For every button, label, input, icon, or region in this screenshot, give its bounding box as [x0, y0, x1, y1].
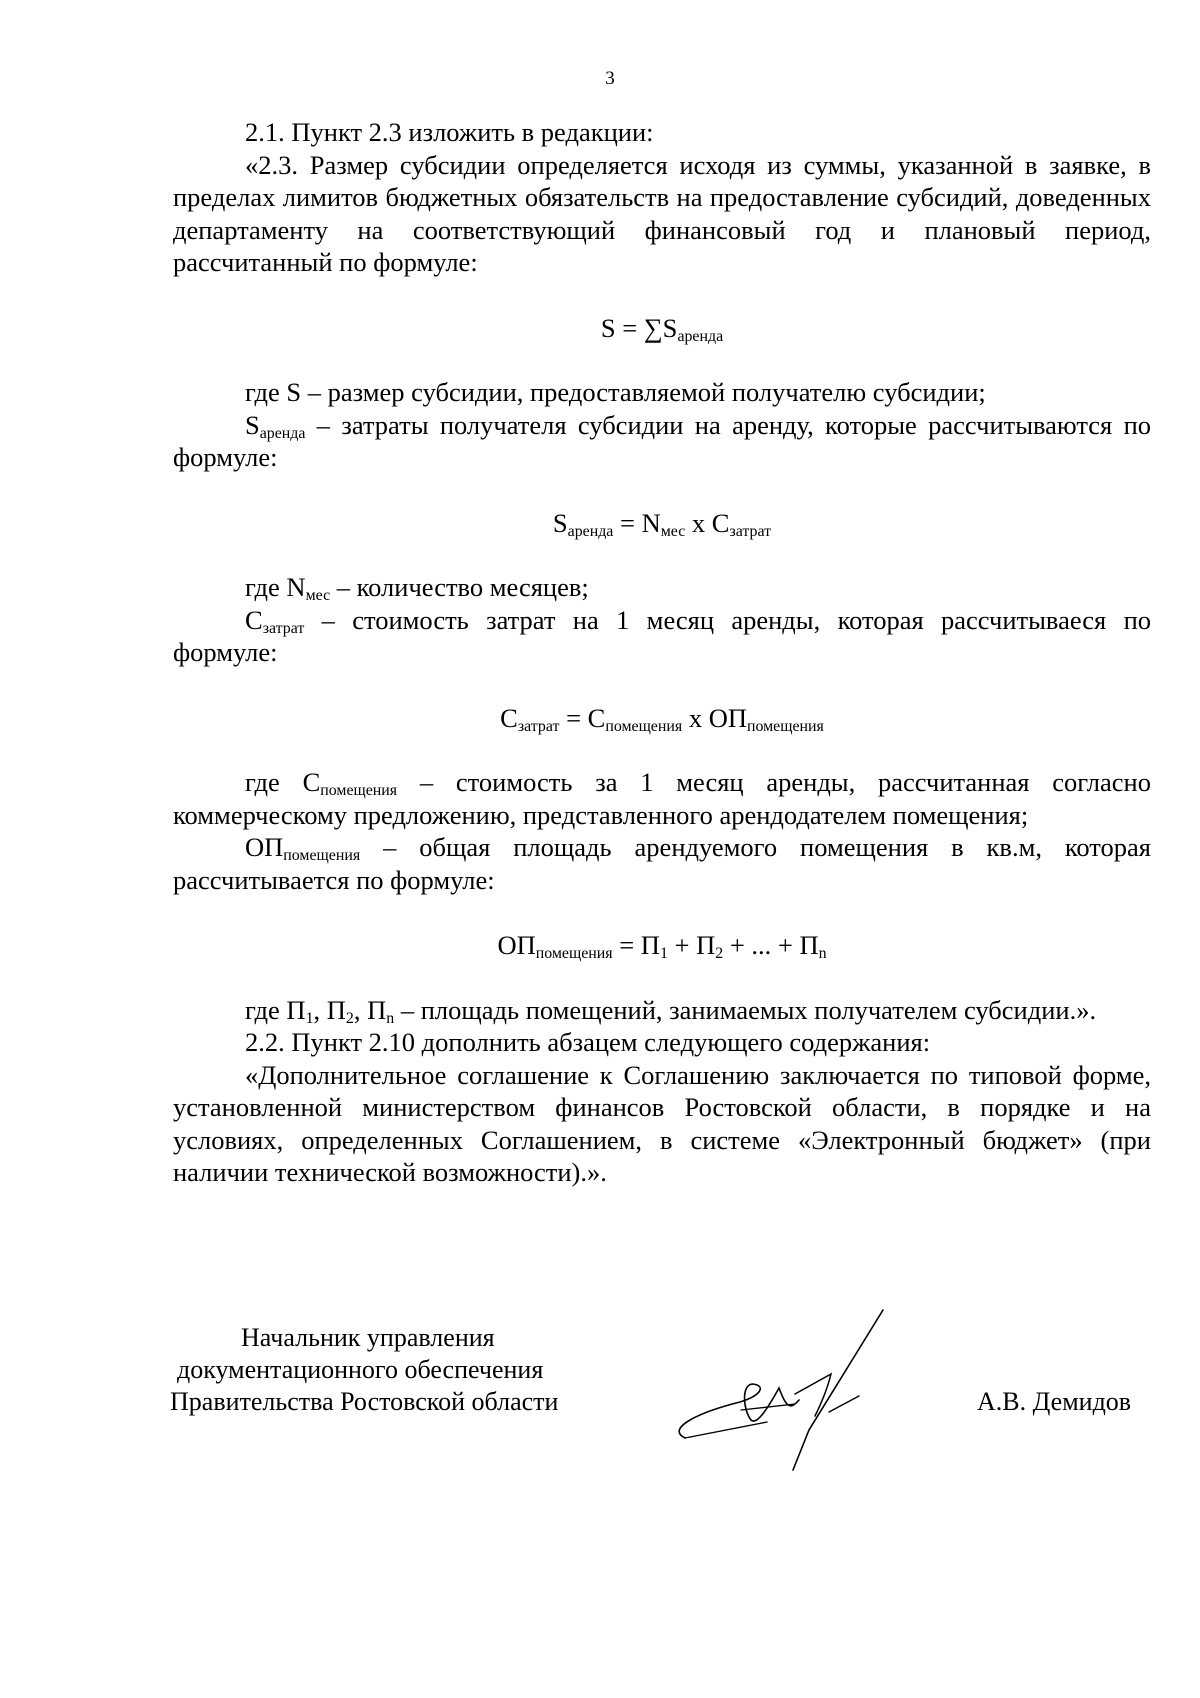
f2-b: = N — [613, 507, 661, 538]
f4-b-sub: 1 — [659, 944, 668, 962]
def-c-zatrat — [173, 604, 1151, 669]
def-op-symbol: ОП — [245, 832, 284, 862]
f3-c: x ОП — [682, 702, 747, 733]
def-p-a: где П — [245, 994, 306, 1025]
def-op-sub: помещения — [283, 846, 361, 864]
formula-c-zatrat — [173, 702, 1151, 735]
f3-b-sub: помещения — [605, 717, 683, 735]
def-p-c: , П — [353, 994, 387, 1025]
def-c-zatrat-symbol: C — [245, 604, 263, 635]
def-n-mes-sub: мес — [305, 586, 331, 604]
f2-a: S — [552, 507, 568, 538]
f3-c-sub: помещения — [746, 717, 824, 735]
def-p-text: – площадь помещений, занимаемых получателем субсидии.». — [394, 994, 1097, 1025]
def-p-s3: n — [386, 1009, 395, 1027]
def-c-zatrat-sub: затрат — [262, 619, 305, 637]
def-n-mes-text: – количество месяцев; — [330, 572, 589, 602]
para-2-1: 2.1. Пункт 2.3 изложить в редакции: — [245, 117, 654, 147]
def-op-pomeshcheniya — [173, 831, 1151, 896]
def-s-arenda — [173, 409, 1151, 474]
formula-op — [173, 929, 1151, 962]
f3-a-sub: затрат — [517, 717, 560, 735]
def-n-mes — [173, 571, 1151, 604]
para-2-10-addition: «Дополнительное соглашение к Соглашению заключается по типовой форме, установленной министерством финансов Ростовской области, в порядке и на условиях, определенных Соглашением, в системе «Электронный бюджет» (при наличии технической возможности).». — [173, 1059, 1151, 1187]
def-n-mes-symbol: где N — [245, 572, 306, 602]
f2-a-sub: аренда — [567, 522, 614, 540]
def-s-arenda-sub: аренда — [259, 424, 306, 442]
f2-c-sub: затрат — [729, 522, 772, 540]
def-s: где S – размер субсидии, предоставляемой получателю субсидии; — [245, 377, 986, 407]
para-2-2: 2.2. Пункт 2.10 дополнить абзацем следующего содержания: — [245, 1027, 931, 1057]
def-p-b: , П — [313, 994, 346, 1025]
formula-s-arenda — [173, 507, 1151, 540]
f3-b: = C — [559, 702, 606, 733]
f4-a-sub: помещения — [535, 944, 613, 962]
document-body — [173, 116, 1151, 1189]
formula-s-main: S = ∑S — [600, 312, 678, 343]
signer-title-line2: документационного обеспечения — [177, 1355, 544, 1384]
f4-b: = П — [612, 930, 660, 960]
def-p-s2: 2 — [345, 1009, 354, 1027]
def-c-pomeshcheniya — [173, 766, 1151, 831]
def-s-arenda-symbol: S — [245, 409, 260, 440]
signature-title-block — [170, 1322, 558, 1418]
def-p — [173, 994, 1151, 1027]
signer-title-line3: Правительства Ростовской области — [170, 1387, 559, 1416]
f4-c-sub: 2 — [715, 944, 724, 962]
page-number: 3 — [605, 68, 615, 89]
handwritten-signature — [645, 1300, 925, 1480]
f4-d: + ... + П — [723, 930, 819, 960]
f4-d-sub: n — [818, 944, 827, 962]
f2-b-sub: мес — [660, 522, 686, 540]
def-c-zatrat-text: – стоимость затрат на 1 месяц аренды, которая рассчитываеся по формуле: — [173, 604, 1151, 667]
para-2-3-intro: «2.3. Размер субсидии определяется исходя из суммы, указанной в заявке, в пределах лимитов бюджетных обязательств на предоставление субсидий, доведенных департаменту на соответствующий финансовый год и плановый период, рассчитанный по формуле: — [173, 149, 1151, 277]
signer-title-line1: Начальник управления — [241, 1323, 495, 1352]
formula-s-sub: аренда — [677, 327, 724, 345]
formula-s — [173, 312, 1151, 345]
def-c-pom-text: – стоимость за 1 месяц аренды, рассчитанная согласно коммерческому предложению, представленного арендодателем помещения; — [173, 767, 1151, 830]
def-op-text: – общая площадь арендуемого помещения в кв.м, которая рассчитывается по формуле: — [173, 832, 1151, 895]
f4-c: + П — [667, 930, 716, 960]
f3-a: C — [500, 702, 518, 733]
def-s-arenda-text: – затраты получателя субсидии на аренду, которые рассчитываются по формуле: — [173, 409, 1151, 472]
f4-a: ОП — [497, 930, 536, 960]
signer-name: А.В. Демидов — [977, 1387, 1132, 1416]
f2-c: x C — [685, 507, 730, 538]
def-p-s1: 1 — [305, 1009, 314, 1027]
def-c-pom-symbol: где C — [245, 767, 321, 797]
def-c-pom-sub: помещения — [320, 781, 398, 799]
